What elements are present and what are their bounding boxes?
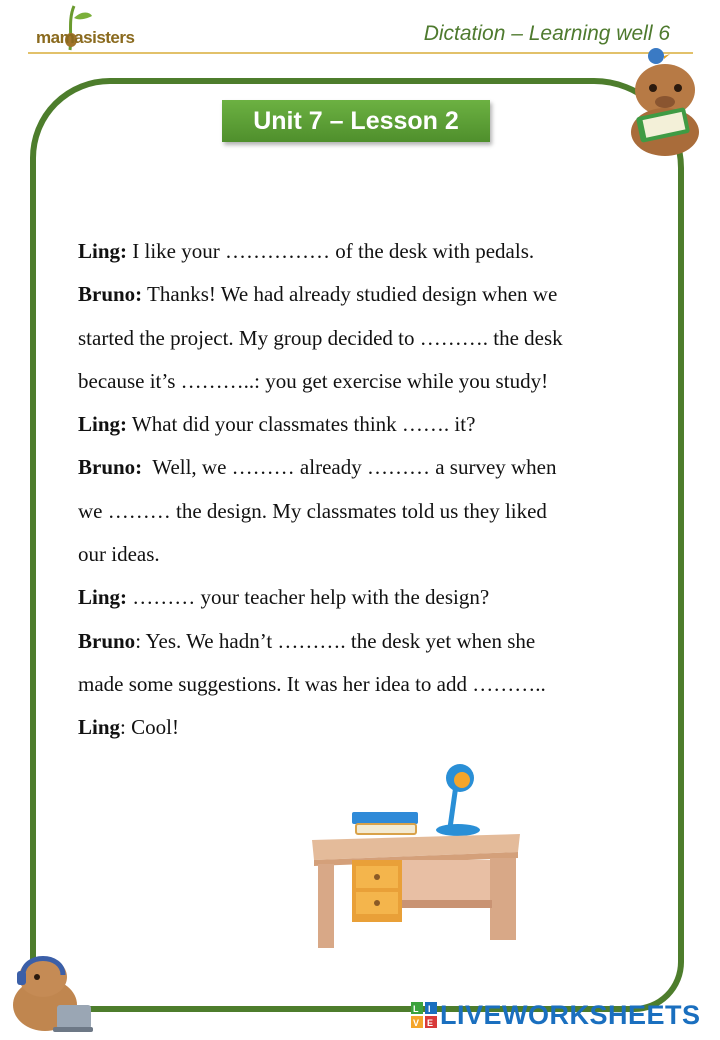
dialogue-line (78, 576, 638, 619)
desk-illustration (300, 760, 530, 950)
mamasisters-logo (30, 0, 135, 56)
dialogue-text: Thanks! We had already studied design when we (142, 282, 558, 307)
speaker-label: Ling: (78, 412, 128, 437)
speaker-label: Bruno: (78, 282, 143, 307)
dialogue-text: I like your …………… of the desk with pedals. (127, 239, 535, 263)
speaker-label: Ling (78, 715, 121, 740)
logo-letter-v: V (413, 1018, 420, 1028)
logo-letter-l: L (413, 1004, 419, 1014)
logo-letter-e: E (427, 1018, 434, 1028)
dialogue-line (78, 620, 638, 663)
capybara-laptop-illustration (5, 945, 95, 1035)
dialogue-line (78, 230, 638, 273)
header-divider (28, 52, 693, 54)
dialogue-text: we ……… the design. My classmates told us they liked (78, 498, 547, 523)
dialogue-text: made some suggestions. It was her idea to add ……….. (78, 671, 546, 696)
dialogue-text: : Cool! (120, 715, 179, 740)
dialogue-text: ……… your teacher help with the design? (127, 585, 490, 610)
liveworksheets-text: LIVEWORKSHEETS (440, 999, 701, 1030)
unit-title-badge: Unit 7 – Lesson 2 (222, 100, 490, 142)
logo-letter-i: I (428, 1004, 431, 1014)
dialogue-line (78, 490, 638, 533)
speaker-label: Bruno (78, 628, 136, 653)
page-header-title: Dictation – Learning well 6 (423, 22, 670, 45)
capybara-reading-illustration (620, 42, 715, 160)
liveworksheets-brand (411, 1000, 701, 1030)
dialogue-text (78, 230, 638, 750)
dialogue-text: What did your classmates think ……. it? (127, 412, 476, 437)
dialogue-line (78, 663, 638, 706)
dialogue-line (78, 317, 638, 360)
dialogue-text: started the project. My group decided to ………. the desk (78, 325, 563, 350)
dialogue-text: because it’s ………..: you get exercise while you study! (78, 368, 549, 393)
liveworksheets-logo-icon (411, 1002, 437, 1028)
dialogue-line (78, 273, 638, 316)
dialogue-text: our ideas. (78, 542, 160, 567)
speaker-label: Ling: (78, 239, 128, 263)
dialogue-line (78, 446, 638, 489)
dialogue-text: Well, we ……… already ……… a survey when (142, 455, 557, 480)
speaker-label: Ling: (78, 585, 128, 610)
dialogue-line (78, 533, 638, 576)
dialogue-text: : Yes. We hadn’t ………. the desk yet when she (135, 628, 536, 653)
dialogue-line (78, 706, 638, 749)
dialogue-line (78, 360, 638, 403)
speaker-label: Bruno: (78, 455, 143, 480)
dialogue-line (78, 403, 638, 446)
logo-text: mamasisters (36, 28, 135, 47)
